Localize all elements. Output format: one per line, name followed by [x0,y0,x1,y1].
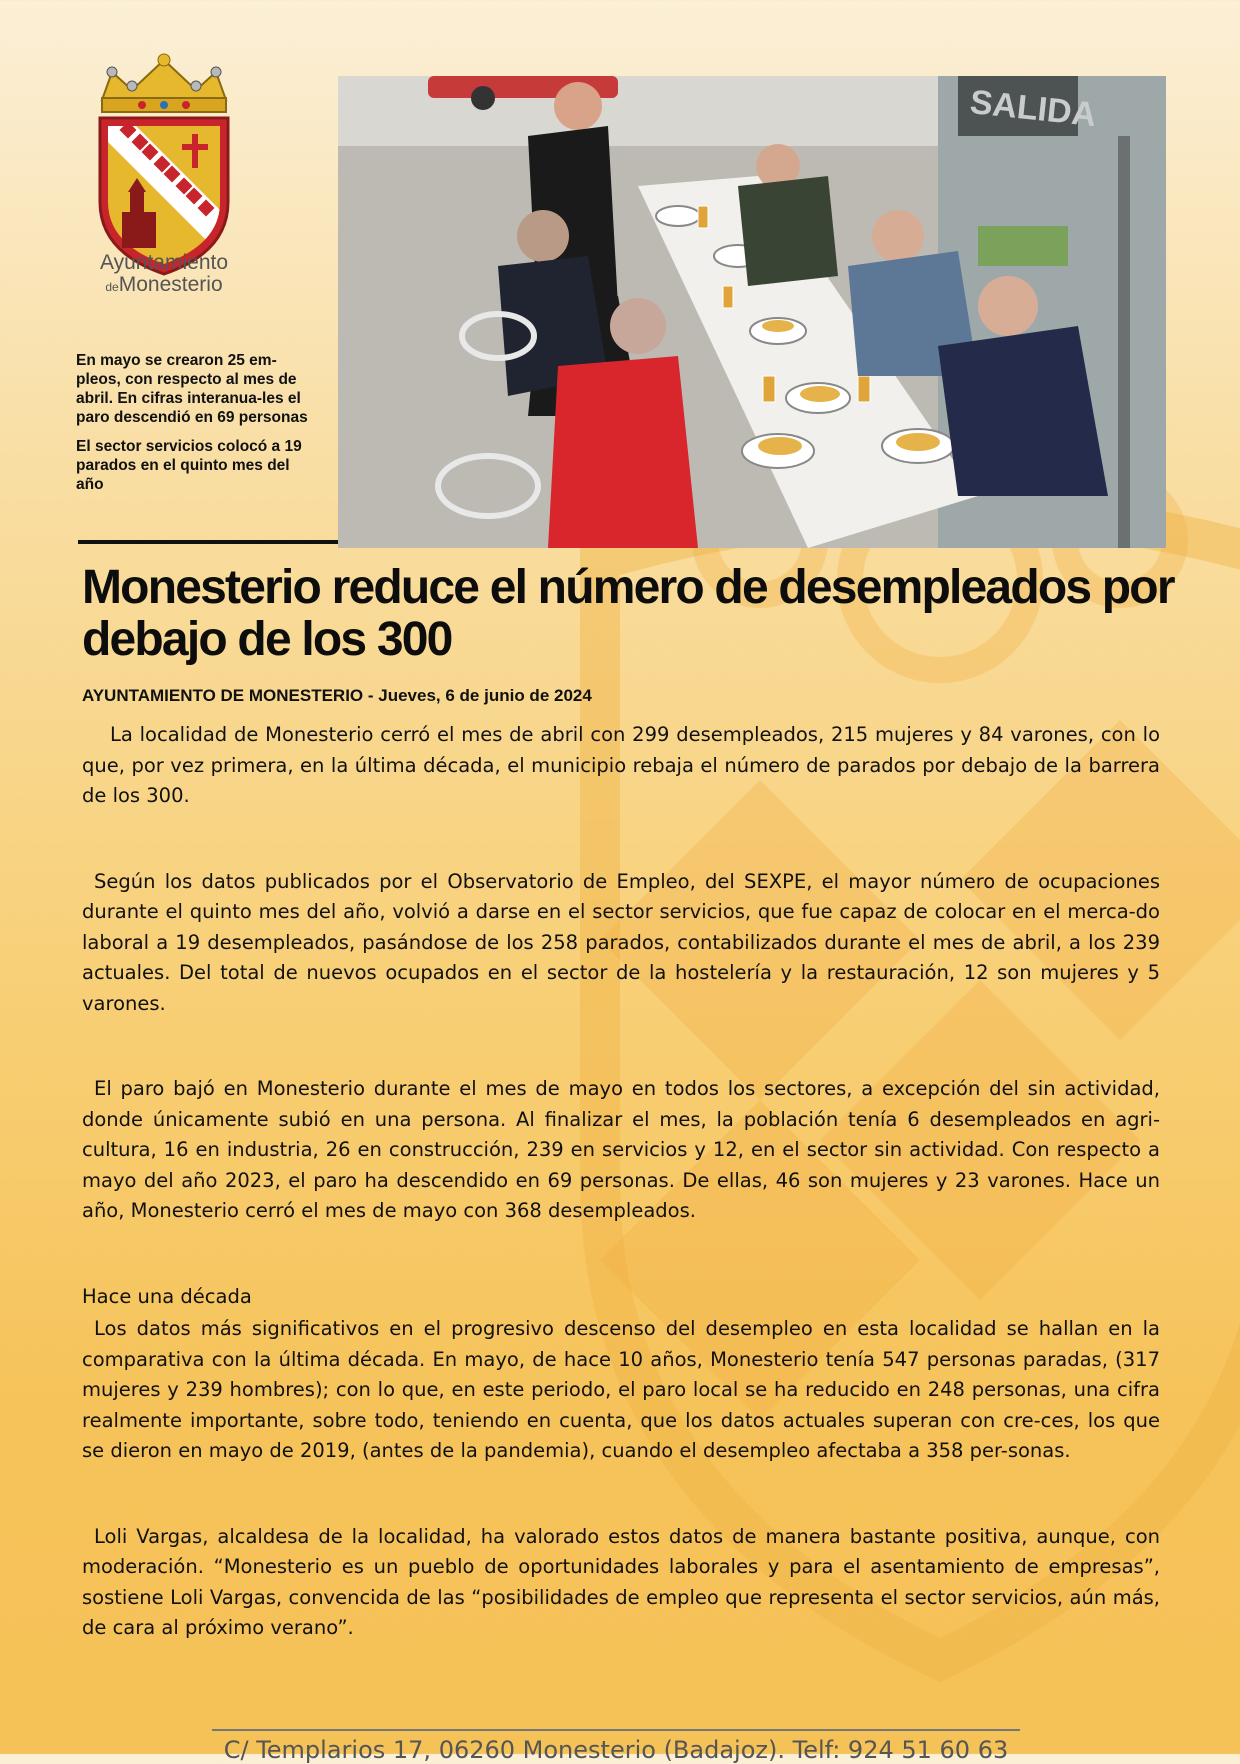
crown-icon [102,54,226,112]
paragraph-3: El paro bajó en Monesterio durante el mes de mayo en todos los sectores, a excepción del sin actividad, donde únicamente subió en una persona. Al finalizar el mes, la población tenía 6 desempleados en agri-cultura, 16 en industria, 26 en construcción, 239 en servicios y 12, en el sector sin actividad. Con respecto a mayo del año 2023, el paro ha descendido en 69 personas. De ellas, 46 son mujeres y 23 varones. Hace un año, Monesterio cerró el mes de mayo con 368 desempleados. [82,1077,1160,1222]
paragraph-5: Loli Vargas, alcaldesa de la localidad, ha valorado estos datos de manera bastante positiva, aunque, con moderación. “Monesterio es un pueblo de oportunidades laborales y para el asentamiento de empresas”, sostiene Loli Vargas, convencida de las “posibilidades de empleo que representa el sector servicios, aún más, de cara al próximo verano”. [82,1524,1160,1639]
paragraph-1: La localidad de Monesterio cerró el mes de abril con 299 desempleados, 215 mujeres y 84 varones, con lo que, por vez primera, en la última década, el municipio rebaja el número de parados por debajo de la barrera de los 300. [82,723,1160,807]
paragraph-4: Los datos más significativos en el progresivo descenso del desempleo en esta localidad se hallan en la comparativa con la última década. En mayo, de hace 10 años, Monesterio tenía 547 personas paradas, (317 mujeres y 239 hombres); con lo que, en este periodo, el paro local se ha reducido en 248 personas, una cifra realmente importante, sobre todo, teniendo en cuenta, que los datos actuales superan con cre-ces, los que se dieron en mayo de 2019, (antes de la pandemia), cuando el desempleo afectaba a 358 per-sonas. [82,1317,1160,1462]
article-byline: AYUNTAMIENTO DE MONESTERIO - Jueves, 6 de junio de 2024 [82,686,592,705]
logo-line-2: deMonesterio [105,273,223,296]
article-photo [338,76,1166,548]
footer-divider [212,1729,1020,1731]
footer-address: C/ Templarios 17, 06260 Monesterio (Badajoz). Telf: 924 51 60 63 [223,1736,1009,1764]
article-headline: Monesterio reduce el número de desempleados por debajo de los 300 [82,561,1174,666]
article-highlights [76,351,308,504]
highlight-2: El sector servicios colocó a 19 parados en el quinto mes del año [76,438,302,493]
sign-text: SALIDA [968,83,1099,135]
article-body [82,720,1160,1699]
divider [78,540,338,544]
subheading: Hace una década [82,1284,252,1308]
highlight-1: En mayo se crearon 25 em-pleos, con respecto al mes de abril. En cifras interanua-les el paro descendió en 69 personas [76,352,308,426]
logo-line-1: Ayuntamiento [99,251,229,274]
paragraph-2: Según los datos publicados por el Observatorio de Empleo, del SEXPE, el mayor número de ocupaciones durante el quinto mes del año, volvió a darse en el sector servicios, que fue capaz de colocar en el merca-do laboral a 19 desempleados, pasándose de los 258 parados, contabilizados durante el mes de abril, a los 239 actuales. Del total de nuevos ocupados en el sector de la hostelería y la restauración, 12 son mujeres y 5 varones. [82,869,1160,1015]
logo-caption [76,252,252,298]
